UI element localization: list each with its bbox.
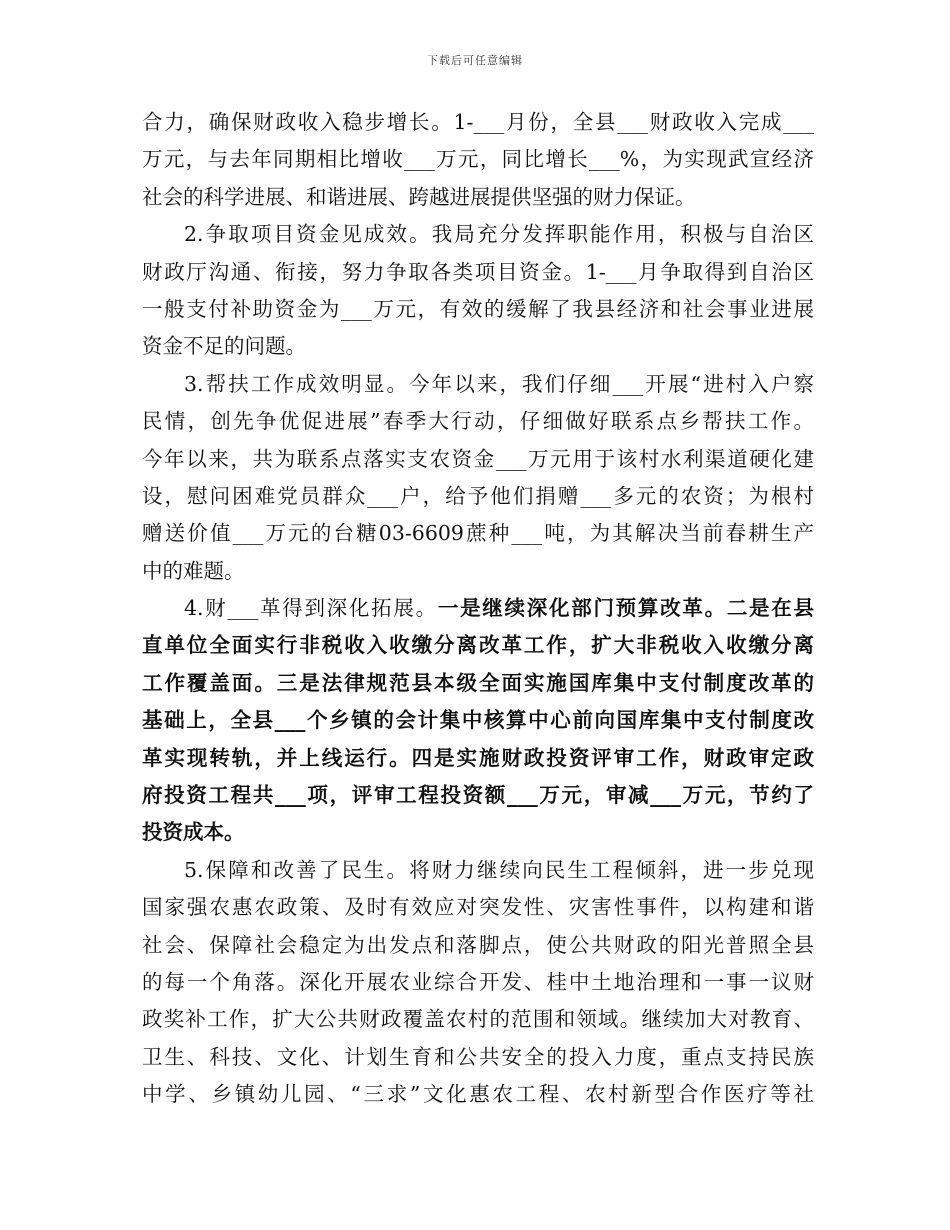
text-run: 3.帮扶工作成效明显。今年以来，我们仔细___开展“进村入户察	[184, 371, 814, 396]
text-line	[142, 927, 814, 964]
text-line	[142, 852, 814, 889]
bold-text-run: 投资成本。	[142, 820, 245, 845]
text-line	[142, 590, 814, 627]
text-line	[142, 665, 814, 702]
bold-text-run: 工作覆盖面。三是法律规范县本级全面实施国库集中支付制度改革的	[142, 670, 814, 695]
text-line	[142, 515, 814, 552]
text-line	[142, 777, 814, 814]
text-run: 社会的科学进展、和谐进展、跨越进展提供坚强的财力保证。	[142, 184, 696, 209]
bold-text-run: 革实现转轨，并上线运行。四是实施财政投资评审工作，财政审定政	[142, 745, 814, 770]
bold-text-run: 府投资工程共___项，评审工程投资额___万元，审减___万元，节约了	[142, 783, 814, 808]
text-line	[142, 553, 814, 590]
page-header: 下载后可任意编辑	[427, 54, 523, 67]
text-line	[142, 216, 814, 253]
text-line	[142, 1076, 814, 1113]
document-body	[142, 104, 814, 1114]
text-line	[142, 441, 814, 478]
text-run: 万元，与去年同期相比增收___万元，同比增长___%，为实现武宣经济	[142, 147, 814, 172]
text-line	[142, 740, 814, 777]
text-line	[142, 141, 814, 178]
text-line	[142, 179, 814, 216]
text-run: 社会、保障社会稳定为出发点和落脚点，使公共财政的阳光普照全县	[142, 932, 814, 957]
text-run: 今年以来，共为联系点落实支农资金___万元用于该村水利渠道硬化建	[142, 446, 814, 471]
text-run: 卫生、科技、文化、计划生育和公共安全的投入力度，重点支持民族	[142, 1044, 814, 1069]
text-line	[142, 403, 814, 440]
text-line	[142, 627, 814, 664]
text-line	[142, 814, 814, 851]
text-run: 一般支付补助资金为___万元，有效的缓解了我县经济和社会事业进展	[142, 296, 814, 321]
text-run: 中学、乡镇幼儿园、“三求”文化惠农工程、农村新型合作医疗等社	[142, 1082, 814, 1107]
text-line	[142, 478, 814, 515]
text-line	[142, 254, 814, 291]
text-run: 设，慰问困难党员群众___户，给予他们捐赠___多元的农资；为根村	[142, 483, 814, 508]
text-run: 4.财___革得到深化拓展。	[184, 596, 438, 621]
text-run: 2.争取项目资金见成效。我局充分发挥职能作用，积极与自治区	[184, 222, 814, 247]
text-run: 财政厅沟通、衔接，努力争取各类项目资金。1-___月争取得到自治区	[142, 259, 814, 284]
text-line	[142, 291, 814, 328]
text-line	[142, 104, 814, 141]
text-line	[142, 1039, 814, 1076]
text-run: 赠送价值___万元的台糖03-6609蔗种___吨，为其解决当前春耕生产	[142, 521, 814, 546]
text-run: 中的难题。	[142, 558, 245, 583]
text-run: 政奖补工作，扩大公共财政覆盖农村的范围和领域。继续加大对教育、	[142, 1007, 814, 1032]
text-run: 的每一个角落。深化开展农业综合开发、桂中土地治理和一事一议财	[142, 969, 814, 994]
text-run: 资金不足的问题。	[142, 334, 306, 359]
text-line	[142, 964, 814, 1001]
text-run: 5.保障和改善了民生。将财力继续向民生工程倾斜，进一步兑现	[184, 857, 814, 882]
text-line	[142, 702, 814, 739]
bold-text-run: 直单位全面实行非税收入收缴分离改革工作，扩大非税收入收缴分离	[142, 633, 814, 658]
bold-text-run: 一是继续深化部门预算改革。二是在县	[437, 596, 815, 621]
text-run: 国家强农惠农政策、及时有效应对突发性、灾害性事件，以构建和谐	[142, 895, 814, 920]
text-line	[142, 889, 814, 926]
text-line	[142, 1001, 814, 1038]
text-run: 民情，创先争优促进展”春季大行动，仔细做好联系点乡帮扶工作。	[142, 409, 814, 434]
text-line	[142, 366, 814, 403]
text-line	[142, 328, 814, 365]
bold-text-run: 基础上，全县___个乡镇的会计集中核算中心前向国库集中支付制度改	[142, 708, 814, 733]
text-run: 合力，确保财政收入稳步增长。1-___月份，全县___财政收入完成___	[142, 110, 814, 134]
